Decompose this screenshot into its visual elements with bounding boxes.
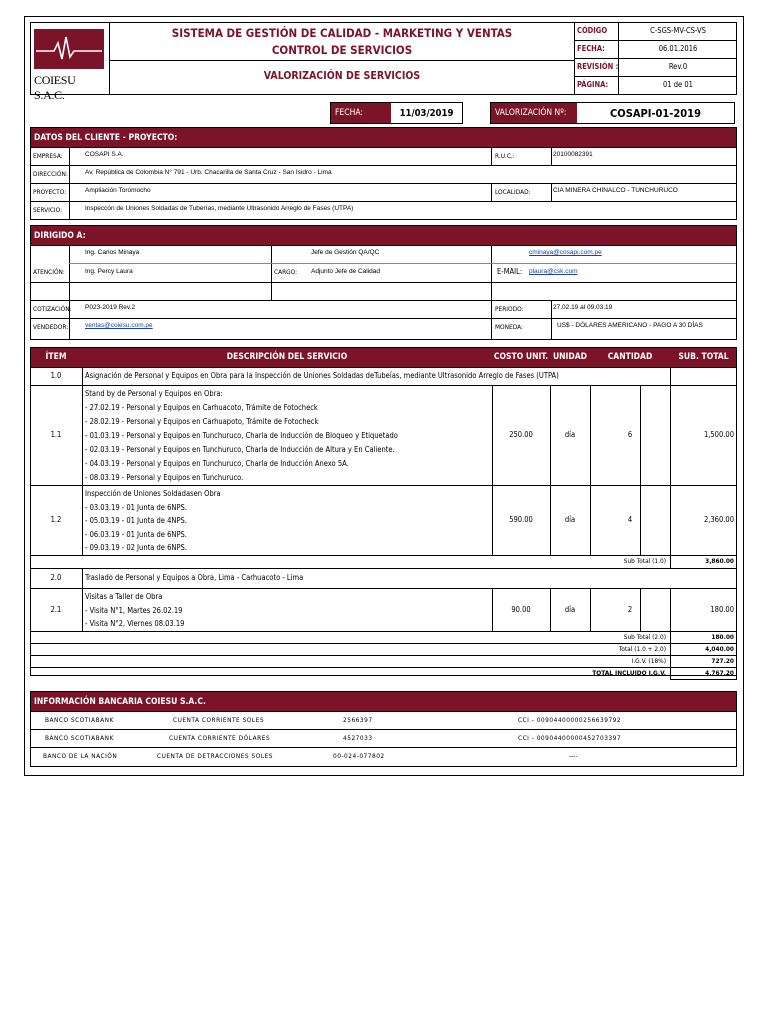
valorizacion-label: VALORIZACIÓN Nº: <box>491 103 577 123</box>
servicio-value: Inspeccón de Uniones Soldadas de Tuberías, mediante Ultrasonido Arreglo de Fases (UTPA) <box>85 205 354 212</box>
total-value: 180.00 <box>711 633 734 641</box>
r11-qty: 6 <box>627 430 633 439</box>
logo-mark <box>34 29 104 69</box>
sub10-label: Sub Total (1.0) <box>623 557 666 565</box>
cotizacion-value: P023-2019 Rev.2 <box>85 304 136 311</box>
th-item: ÍTEM <box>45 352 67 362</box>
total-value: 4,040.00 <box>705 645 734 653</box>
meta-value-pagina: 01 de 01 <box>663 80 693 89</box>
r11-line: - 28.02.19 - Personal y Equipos en Carhuapoto, Trámite de Fotocheck <box>85 417 319 426</box>
r12-line: - 03.03.19 - 01 Junta de 6NPS. <box>85 502 187 512</box>
bank-name: BANCO SCOTIABANK <box>45 734 114 742</box>
th-cantidad: CANTIDAD <box>607 352 653 362</box>
direccion-label: DIRECCIÓN: <box>33 170 68 178</box>
fecha-label: FECHA: <box>331 103 391 123</box>
title-line2: CONTROL DE SERVICIOS <box>271 43 413 57</box>
r12-line: - 05.03.19 - 01 Junta de 4NPS. <box>85 516 187 525</box>
cliente-section <box>30 127 737 220</box>
r12-line: - 09.03.19 - 02 Junta de 6NPS. <box>85 543 187 552</box>
r11-line: - 02.03.19 - Personal y Equipos en Tunchuruco, Charla de Inducción de Altura y En Caliente. <box>85 445 395 454</box>
email2-link[interactable]: plaura@csk.com <box>529 268 578 275</box>
bank-cci: ---- <box>569 752 578 760</box>
periodo-value: 27.02.19 al 09.03.19 <box>553 304 613 311</box>
th-unidad: UNIDAD <box>552 352 588 362</box>
meta-label-codigo: CÓDIGO <box>577 26 608 35</box>
person2: Ing. Percy Laura <box>85 268 133 275</box>
r21-cost: 90.00 <box>511 605 531 614</box>
localidad-value: CIA MINERA CHINALCO - TUNCHURUCO <box>553 187 678 194</box>
vendedor-link[interactable]: ventas@coiesu.com.pe <box>85 322 153 329</box>
cargo2: Adjunto Jefe de Calidad <box>311 268 381 275</box>
localidad-label: LOCALIDAD: <box>495 188 531 196</box>
total-label: I.G.V. (18%) <box>631 657 666 665</box>
moneda-value: US$ - DÓLARES AMERICANO - PAGO A 30 DÍAS <box>557 322 703 329</box>
proyecto-value: Ampliación Toromocho <box>85 187 151 194</box>
cargo1: Jefe de Gestión QA/QC <box>311 249 380 256</box>
meta-label-pagina: PÁGINA: <box>577 80 609 89</box>
valorizacion-value: COSAPI-01-2019 <box>610 106 701 120</box>
r21-sub: 180.00 <box>710 605 734 614</box>
header-meta <box>575 22 737 95</box>
r11-unit: día <box>564 430 576 439</box>
bank-cci: CCI - 00904400000256639792 <box>518 716 622 724</box>
g2-item: 2.0 <box>50 573 62 582</box>
direccion-value: Av. República de Colombia N° 791 - Urb. Chacarilla de Santa Cruz - San Isidro - Lima <box>85 169 332 176</box>
r21-unit: día <box>564 605 576 614</box>
total-value-igv: 4,767.20 <box>705 669 734 677</box>
bank-account-type: CUENTA CORRIENTE SOLES <box>173 716 265 724</box>
meta-value-revision: Rev.0 <box>668 62 688 71</box>
r11-sub: 1,500.00 <box>703 430 734 439</box>
bank-account-type: CUENTA DE DETRACCIONES SOLES <box>157 752 273 760</box>
bank-account-number: 4527033 <box>343 734 373 742</box>
r21-qty: 2 <box>627 605 633 614</box>
r11-line: - 04.03.19 - Personal y Equipos en Tunchuruco, Charla de Inducción Anexo 5A. <box>85 459 349 468</box>
total-label-igv: TOTAL INCLUIDO I.G.V. <box>592 669 666 677</box>
r21-item: 2.1 <box>50 605 62 614</box>
ruc-value: 20100082391 <box>553 151 593 158</box>
dirigido-section <box>30 225 737 340</box>
g1-desc: Asignación de Personal y Equipos en Obra para la Inspección de Uniones Soldadas deTubeías, mediante Ultrasonido Arreglo de Fases (UTPA) <box>85 371 559 380</box>
logo-text: COIESU S.A.C. <box>34 73 76 102</box>
meta-value-fecha: 06.01.2016 <box>658 44 698 53</box>
bank-name: BANCO SCOTIABANK <box>45 716 114 724</box>
banco-section-title: INFORMACIÓN BANCARIA COIESU S.A.C. <box>31 692 736 711</box>
cargo-label: CARGO: <box>274 268 298 276</box>
cotizacion-label: COTIZACIÓN: <box>33 305 72 313</box>
r21-line: Visitas a Taller de Obra <box>85 592 163 601</box>
vendedor-label: VENDEDOR: <box>33 323 69 331</box>
r12-cost: 590.00 <box>509 515 533 524</box>
r12-unit: día <box>564 515 576 524</box>
title-line3: VALORIZACIÓN DE SERVICIOS <box>263 70 421 82</box>
r12-sub: 2,360.00 <box>703 515 734 524</box>
th-subtotal: SUB. TOTAL <box>678 352 729 362</box>
th-descripcion: DESCRIPCIÓN DEL SERVICIO <box>226 352 348 362</box>
person1: Ing. Carlos Minaya <box>85 249 140 256</box>
sub10-value: 3,860.00 <box>705 557 734 565</box>
empresa-value: COSAPI S.A. <box>85 151 124 158</box>
r21-line: - Visita N°2, Viernes 08.03.19 <box>85 619 185 628</box>
meta-label-revision: REVISIÓN : <box>577 62 619 71</box>
r11-line: Stand by de Personal y Equipos en Obra: <box>85 389 223 398</box>
valorizacion-box <box>490 102 735 124</box>
r21-desc <box>85 590 490 631</box>
servicio-label: SERVICIO: <box>33 206 63 214</box>
th-costo: COSTO UNIT. <box>493 352 549 362</box>
r11-item: 1.1 <box>50 430 62 439</box>
r12-item: 1.2 <box>50 515 62 524</box>
bank-account-number: 2566397 <box>343 716 373 724</box>
fecha-value: 11/03/2019 <box>399 107 454 119</box>
periodo-label: PERIODO: <box>495 305 524 313</box>
total-label: Total (1.0 + 2.0) <box>618 645 666 653</box>
bank-account-number: 00-024-077802 <box>333 752 385 760</box>
r12-qty: 4 <box>627 515 633 524</box>
atencion-label: ATENCIÓN: <box>33 268 65 276</box>
meta-value-codigo: C-SGS-MV-CS-VS <box>650 26 706 35</box>
r11-line: - 08.03.19 - Personal y Equipos en Tunchuruco. <box>85 473 244 482</box>
bank-account-type: CUENTA CORRIENTE DÓLARES <box>169 734 271 742</box>
title-line1: SISTEMA DE GESTIÓN DE CALIDAD - MARKETING Y VENTAS <box>171 26 513 40</box>
r11-line: - 01.03.19 - Personal y Equipos en Tunchuruco, Charla de Inducción de Bloqueo y Etiquetado <box>85 431 398 440</box>
r12-desc <box>85 487 490 555</box>
service-table <box>30 347 737 684</box>
dirigido-section-title: DIRIGIDO A: <box>31 226 736 245</box>
company-logo <box>34 29 106 102</box>
r12-line: Inspección de Uniones Soldadasen Obra <box>85 489 221 498</box>
fecha-box <box>330 102 463 124</box>
heartbeat-icon <box>34 29 104 69</box>
bank-cci: CCI - 00904400000452703397 <box>518 734 622 742</box>
cliente-section-title: DATOS DEL CLIENTE - PROYECTO: <box>31 128 736 147</box>
r11-desc <box>85 387 490 485</box>
r11-cost: 250.00 <box>509 430 533 439</box>
g2-desc: Traslado de Personal y Equipos a Obra, Lima - Carhuacoto - Lima <box>85 573 304 582</box>
r21-line: - Visita N°1, Martes 26.02.19 <box>85 605 183 615</box>
bank-name: BANCO DE LA NACIÓN <box>43 752 118 760</box>
empresa-label: EMPRESA: <box>33 152 63 160</box>
total-value: 727.20 <box>711 657 734 665</box>
email-label: E-MAIL: <box>497 267 523 276</box>
meta-label-fecha: FECHA: <box>577 44 605 53</box>
r12-line: - 06.03.19 - 01 Junta de 6NPS. <box>85 529 187 539</box>
g1-item: 1.0 <box>50 371 62 380</box>
proyecto-label: PROYECTO: <box>33 188 67 196</box>
email1-link[interactable]: cminaya@cosapi.com.pe <box>529 249 602 256</box>
banco-section <box>30 691 737 767</box>
total-label: Sub Total (2.0) <box>623 633 666 641</box>
moneda-label: MONEDA: <box>495 323 523 331</box>
ruc-label: R.U.C.: <box>495 152 515 160</box>
r11-line: - 27.02.19 - Personal y Equipos en Carhuacoto, Trámite de Fotocheck <box>85 403 318 412</box>
